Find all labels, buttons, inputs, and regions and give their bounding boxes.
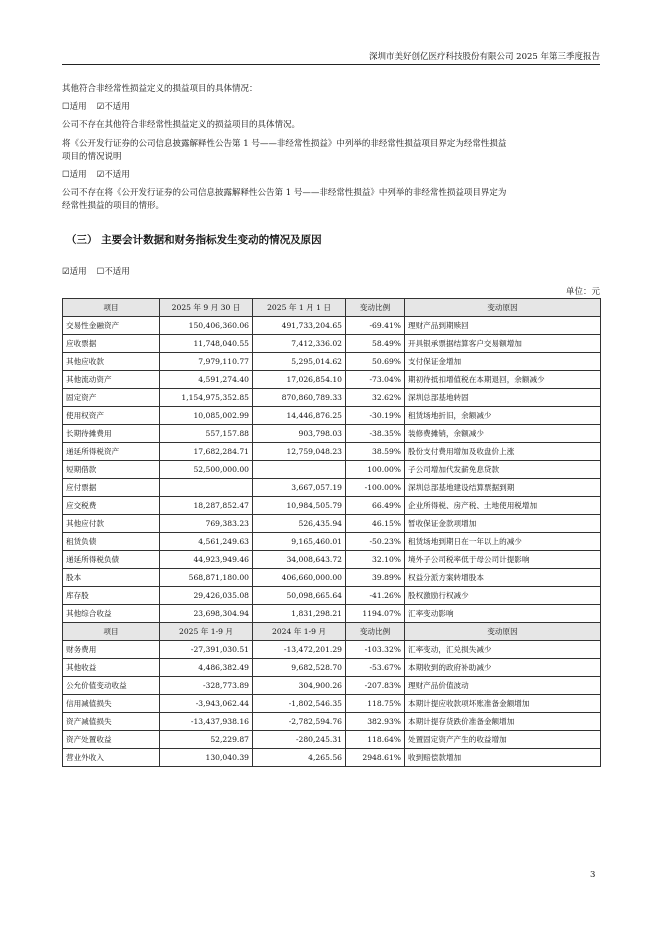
table-cell: 17,682,284.71 bbox=[160, 443, 253, 461]
table-row bbox=[63, 569, 601, 587]
intro-line-1: 其他符合非经常性损益定义的损益项目的具体情况： bbox=[62, 84, 258, 94]
table-cell: 装修费摊销，余额减少 bbox=[405, 425, 601, 443]
table-cell: 租赁负债 bbox=[63, 533, 160, 551]
checkbox-applicable[interactable]: ☐适用 bbox=[62, 170, 87, 180]
table-cell: 短期借款 bbox=[63, 461, 160, 479]
table-row bbox=[63, 533, 601, 551]
table-cell: 递延所得税负债 bbox=[63, 551, 160, 569]
table-cell: 股本 bbox=[63, 569, 160, 587]
table-cell: 应收票据 bbox=[63, 335, 160, 353]
column-header: 项目 bbox=[63, 299, 160, 317]
table-cell: 9,165,460.01 bbox=[253, 533, 346, 551]
table-cell: -53.67% bbox=[346, 659, 405, 677]
table-cell: 568,871,180.00 bbox=[160, 569, 253, 587]
table-cell: 公允价值变动收益 bbox=[63, 677, 160, 695]
table-cell: 收到赔偿款增加 bbox=[405, 749, 601, 767]
table-row bbox=[63, 749, 601, 767]
table-cell: -280,245.31 bbox=[253, 731, 346, 749]
table-cell: -13,437,938.16 bbox=[160, 713, 253, 731]
table-cell: 44,923,949.46 bbox=[160, 551, 253, 569]
column-header: 变动比例 bbox=[346, 623, 405, 641]
table-cell: 10,984,505.79 bbox=[253, 497, 346, 515]
table-cell: -207.83% bbox=[346, 677, 405, 695]
checkbox-group-2 bbox=[62, 168, 140, 180]
page-number: 3 bbox=[590, 870, 596, 880]
table-cell: 支付保证金增加 bbox=[405, 353, 601, 371]
table-header-row bbox=[63, 299, 601, 317]
checkbox-group-1 bbox=[62, 100, 140, 112]
table-cell: 4,591,274.40 bbox=[160, 371, 253, 389]
table-cell: 租赁场地折旧，余额减少 bbox=[405, 407, 601, 425]
table-header-row bbox=[63, 623, 601, 641]
table-cell: 营业外收入 bbox=[63, 749, 160, 767]
table-cell: 32.62% bbox=[346, 389, 405, 407]
table-cell: 4,486,382.49 bbox=[160, 659, 253, 677]
table-cell: 34,008,643.72 bbox=[253, 551, 346, 569]
table-cell: 130,040.39 bbox=[160, 749, 253, 767]
table-cell: 1,154,975,352.85 bbox=[160, 389, 253, 407]
table-cell: 870,860,789.33 bbox=[253, 389, 346, 407]
table-cell: 557,157.88 bbox=[160, 425, 253, 443]
column-header: 2024 年 1-9 月 bbox=[253, 623, 346, 641]
checkbox-applicable[interactable]: ☑适用 bbox=[62, 267, 87, 277]
table-cell: 4,265.56 bbox=[253, 749, 346, 767]
table-cell: 150,406,360.06 bbox=[160, 317, 253, 335]
table-row bbox=[63, 551, 601, 569]
table-cell: 本期收到的政府补助减少 bbox=[405, 659, 601, 677]
table-cell: 11,748,040.55 bbox=[160, 335, 253, 353]
table-cell: 期初待抵扣增值税在本期退回，余额减少 bbox=[405, 371, 601, 389]
table-row bbox=[63, 353, 601, 371]
table-cell: 处置固定资产产生的收益增加 bbox=[405, 731, 601, 749]
column-header: 2025 年 1 月 1 日 bbox=[253, 299, 346, 317]
table-cell: 深圳总部基地转固 bbox=[405, 389, 601, 407]
table-cell: 财务费用 bbox=[63, 641, 160, 659]
section-title: （三） 主要会计数据和财务指标发生变动的情况及原因 bbox=[66, 234, 322, 246]
intro-line-4: 项目的情况说明 bbox=[62, 152, 122, 162]
table-cell: 118.64% bbox=[346, 731, 405, 749]
checkbox-not-applicable[interactable]: ☐不适用 bbox=[96, 267, 130, 277]
table-cell bbox=[253, 461, 346, 479]
table-row bbox=[63, 479, 601, 497]
table-cell: 1194.07% bbox=[346, 605, 405, 623]
table-row bbox=[63, 461, 601, 479]
table-row bbox=[63, 407, 601, 425]
table-cell: 52,229.87 bbox=[160, 731, 253, 749]
checkbox-applicable[interactable]: ☐适用 bbox=[62, 102, 87, 112]
financial-table bbox=[62, 298, 601, 767]
table-row bbox=[63, 443, 601, 461]
header-divider bbox=[62, 64, 600, 65]
table-cell: 信用减值损失 bbox=[63, 695, 160, 713]
table-cell: 10,085,002.99 bbox=[160, 407, 253, 425]
table-cell: 应付票据 bbox=[63, 479, 160, 497]
table-row bbox=[63, 587, 601, 605]
table-cell: 本期计提存货跌价准备金额增加 bbox=[405, 713, 601, 731]
table-cell: 其他收益 bbox=[63, 659, 160, 677]
table-cell: 526,435.94 bbox=[253, 515, 346, 533]
table-cell: -50.23% bbox=[346, 533, 405, 551]
table-cell: 交易性金融资产 bbox=[63, 317, 160, 335]
table-cell: 17,026,854.10 bbox=[253, 371, 346, 389]
intro-line-5: 公司不存在将《公开发行证券的公司信息披露解释性公告第 1 号——非经常性损益》中列举的非经常性损益项目界定为 bbox=[62, 188, 507, 198]
table-row bbox=[63, 713, 601, 731]
column-header: 2025 年 9 月 30 日 bbox=[160, 299, 253, 317]
table-cell: 18,287,852.47 bbox=[160, 497, 253, 515]
table-cell: 52,500,000.00 bbox=[160, 461, 253, 479]
table-cell: 理财产品到期赎回 bbox=[405, 317, 601, 335]
table-row bbox=[63, 695, 601, 713]
table-cell: 39.89% bbox=[346, 569, 405, 587]
table-cell: 境外子公司税率低于母公司计提影响 bbox=[405, 551, 601, 569]
table-row bbox=[63, 335, 601, 353]
table-cell: 66.49% bbox=[346, 497, 405, 515]
table-cell: -1,802,546.35 bbox=[253, 695, 346, 713]
table-cell: 491,733,204.65 bbox=[253, 317, 346, 335]
table-cell: -328,773.89 bbox=[160, 677, 253, 695]
table-cell: 50.69% bbox=[346, 353, 405, 371]
table-cell: -3,943,062.44 bbox=[160, 695, 253, 713]
table-cell: -100.00% bbox=[346, 479, 405, 497]
table-cell: 汇率变动影响 bbox=[405, 605, 601, 623]
table-row bbox=[63, 389, 601, 407]
table-cell: 股权激励行权减少 bbox=[405, 587, 601, 605]
table-cell: 14,446,876.25 bbox=[253, 407, 346, 425]
table-cell: 企业所得税、房产税、土地使用税增加 bbox=[405, 497, 601, 515]
table-cell: 32.10% bbox=[346, 551, 405, 569]
table-cell: 租赁场地到期日在一年以上的减少 bbox=[405, 533, 601, 551]
column-header: 变动比例 bbox=[346, 299, 405, 317]
intro-line-3: 将《公开发行证券的公司信息披露解释性公告第 1 号——非经常性损益》中列举的非经常性损益项目界定为经常性损益 bbox=[62, 139, 507, 149]
table-cell: 100.00% bbox=[346, 461, 405, 479]
table-cell: 7,979,110.77 bbox=[160, 353, 253, 371]
table-cell: 理财产品价值波动 bbox=[405, 677, 601, 695]
table-cell: 递延所得税资产 bbox=[63, 443, 160, 461]
table-row bbox=[63, 317, 601, 335]
table-row bbox=[63, 605, 601, 623]
table-cell: 3,667,057.19 bbox=[253, 479, 346, 497]
checkbox-not-applicable[interactable]: ☑不适用 bbox=[96, 102, 130, 112]
table-cell: 子公司增加代发薪免息贷款 bbox=[405, 461, 601, 479]
table-cell: 应交税费 bbox=[63, 497, 160, 515]
table-row bbox=[63, 425, 601, 443]
table-row bbox=[63, 641, 601, 659]
table-cell: 资产处置收益 bbox=[63, 731, 160, 749]
table-cell: 58.49% bbox=[346, 335, 405, 353]
table-cell: 1,831,298.21 bbox=[253, 605, 346, 623]
table-cell: 其他应收款 bbox=[63, 353, 160, 371]
table-row bbox=[63, 371, 601, 389]
table-cell: 406,660,000.00 bbox=[253, 569, 346, 587]
table-cell: -38.35% bbox=[346, 425, 405, 443]
table-cell: 其他综合收益 bbox=[63, 605, 160, 623]
table-cell: 4,561,249.63 bbox=[160, 533, 253, 551]
table-cell: -27,391,030.51 bbox=[160, 641, 253, 659]
table-cell: 382.93% bbox=[346, 713, 405, 731]
table-cell: -13,472,201.29 bbox=[253, 641, 346, 659]
table-cell: 2948.61% bbox=[346, 749, 405, 767]
table-cell bbox=[160, 479, 253, 497]
table-cell: 12,759,048.23 bbox=[253, 443, 346, 461]
table-cell: 固定资产 bbox=[63, 389, 160, 407]
unit-label: 单位：元 bbox=[565, 287, 600, 297]
table-cell: 长期待摊费用 bbox=[63, 425, 160, 443]
table-cell: 开具银承票据结算客户交易额增加 bbox=[405, 335, 601, 353]
table-cell: 769,383.23 bbox=[160, 515, 253, 533]
intro-line-2: 公司不存在其他符合非经常性损益定义的损益项目的具体情况。 bbox=[62, 120, 301, 130]
table-cell: 50,098,665.64 bbox=[253, 587, 346, 605]
table-cell: 5,295,014.62 bbox=[253, 353, 346, 371]
table-cell: 股份支付费用增加及收盘价上涨 bbox=[405, 443, 601, 461]
column-header: 变动原因 bbox=[405, 299, 601, 317]
column-header: 2025 年 1-9 月 bbox=[160, 623, 253, 641]
table-cell: 库存股 bbox=[63, 587, 160, 605]
report-header: 深圳市美好创亿医疗科技股份有限公司 2025 年第三季度报告 bbox=[368, 52, 600, 62]
table-cell: 暂收保证金款项增加 bbox=[405, 515, 601, 533]
checkbox-not-applicable[interactable]: ☑不适用 bbox=[96, 170, 130, 180]
checkbox-group-3 bbox=[62, 265, 140, 277]
table-row bbox=[63, 677, 601, 695]
table-cell: -2,782,594.76 bbox=[253, 713, 346, 731]
table-cell: 304,900.26 bbox=[253, 677, 346, 695]
table-cell: -73.04% bbox=[346, 371, 405, 389]
table-cell: 38.59% bbox=[346, 443, 405, 461]
table-cell: 903,798.03 bbox=[253, 425, 346, 443]
table-cell: 汇率变动，汇兑损失减少 bbox=[405, 641, 601, 659]
table-cell: 本期计提应收款项坏账准备金额增加 bbox=[405, 695, 601, 713]
table-cell: 深圳总部基地建设结算票据到期 bbox=[405, 479, 601, 497]
table-cell: -30.19% bbox=[346, 407, 405, 425]
column-header: 项目 bbox=[63, 623, 160, 641]
table-cell: 23,698,304.94 bbox=[160, 605, 253, 623]
column-header: 变动原因 bbox=[405, 623, 601, 641]
table-cell: 118.75% bbox=[346, 695, 405, 713]
table-row bbox=[63, 497, 601, 515]
table-cell: 46.15% bbox=[346, 515, 405, 533]
table-cell: 7,412,336.02 bbox=[253, 335, 346, 353]
table-cell: 权益分派方案转增股本 bbox=[405, 569, 601, 587]
table-row bbox=[63, 659, 601, 677]
table-row bbox=[63, 731, 601, 749]
table-cell: 资产减值损失 bbox=[63, 713, 160, 731]
table-cell: 29,426,035.08 bbox=[160, 587, 253, 605]
table-cell: -69.41% bbox=[346, 317, 405, 335]
table-cell: 其他应付款 bbox=[63, 515, 160, 533]
table-row bbox=[63, 515, 601, 533]
table-cell: -103.32% bbox=[346, 641, 405, 659]
table-cell: 其他流动资产 bbox=[63, 371, 160, 389]
table-cell: 9,682,528.70 bbox=[253, 659, 346, 677]
table-cell: -41.26% bbox=[346, 587, 405, 605]
intro-line-6: 经常性损益的项目的情形。 bbox=[62, 201, 165, 211]
table-cell: 使用权资产 bbox=[63, 407, 160, 425]
